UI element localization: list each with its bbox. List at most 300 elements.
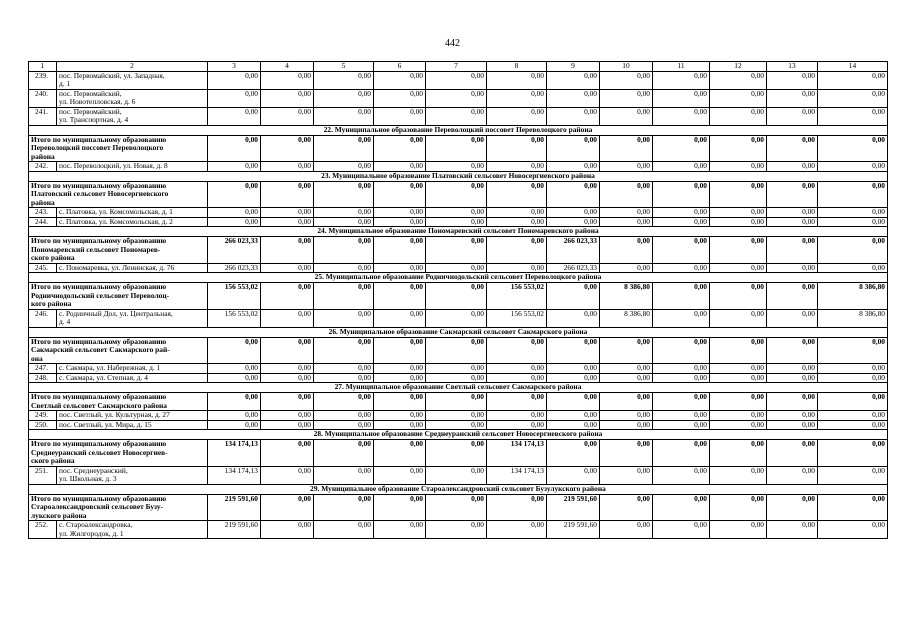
value-cell: 0,00 (653, 107, 710, 125)
value-cell: 219 591,60 (547, 521, 600, 539)
cell-line: пос. Первомайский, (59, 89, 122, 98)
value-cell: 0,00 (653, 208, 710, 218)
value-cell: 0,00 (261, 420, 314, 430)
value-cell: 0,00 (261, 237, 314, 264)
value-cell: 0,00 (653, 135, 710, 162)
address-cell (57, 411, 208, 421)
value-cell: 0,00 (547, 208, 600, 218)
value-cell: 0,00 (767, 411, 818, 421)
value-cell: 0,00 (374, 181, 426, 208)
value-cell: 0,00 (261, 521, 314, 539)
value-cell: 0,00 (600, 135, 653, 162)
cell-line: Платовский сельсовет Новосергиевского (31, 189, 169, 198)
value-cell: 0,00 (374, 135, 426, 162)
total-row (29, 494, 888, 521)
address-cell (57, 309, 208, 327)
value-cell: 0,00 (374, 217, 426, 227)
cell-line: Светлый сельсовет Сакмарского района (31, 400, 167, 410)
value-cell: 0,00 (653, 411, 710, 421)
section-heading: 27. Муниципальное образование Светлый сельсовет Сакмарского района (29, 383, 888, 393)
section-heading-row (29, 125, 888, 135)
value-cell: 156 553,02 (487, 309, 547, 327)
value-cell: 0,00 (426, 494, 487, 521)
value-cell: 0,00 (208, 162, 261, 172)
value-cell: 0,00 (261, 263, 314, 273)
value-cell: 0,00 (374, 393, 426, 411)
value-cell: 0,00 (653, 364, 710, 374)
value-cell: 219 591,60 (547, 494, 600, 521)
value-cell: 266 023,33 (208, 237, 261, 264)
row-number: 245. (29, 263, 57, 273)
value-cell: 0,00 (426, 162, 487, 172)
value-cell: 0,00 (426, 89, 487, 107)
value-cell: 0,00 (487, 393, 547, 411)
value-cell: 156 553,02 (487, 283, 547, 310)
total-label (29, 181, 208, 208)
value-cell: 0,00 (261, 337, 314, 364)
cell-line: Итого по муниципальному образованию (31, 181, 167, 190)
value-cell: 0,00 (600, 411, 653, 421)
value-cell: 0,00 (261, 411, 314, 421)
value-cell: 0,00 (261, 135, 314, 162)
column-number: 10 (600, 62, 653, 72)
value-cell: 0,00 (314, 373, 374, 383)
value-cell: 0,00 (818, 420, 888, 430)
column-number: 5 (314, 62, 374, 72)
cell-line: д. 4 (59, 317, 71, 326)
value-cell: 0,00 (314, 71, 374, 89)
value-cell: 0,00 (487, 521, 547, 539)
row-number: 240. (29, 89, 57, 107)
table-row (29, 217, 888, 227)
value-cell: 0,00 (710, 337, 767, 364)
table-row (29, 373, 888, 383)
value-cell: 0,00 (710, 107, 767, 125)
cell-line: Итого по муниципальному образованию (31, 135, 167, 144)
value-cell: 0,00 (261, 208, 314, 218)
address-cell (57, 420, 208, 430)
row-number: 243. (29, 208, 57, 218)
value-cell: 0,00 (818, 237, 888, 264)
cell-line: с. Платовка, ул. Комсомольская, д. 1 (59, 207, 173, 216)
value-cell: 0,00 (767, 364, 818, 374)
value-cell: 0,00 (314, 393, 374, 411)
row-number: 246. (29, 309, 57, 327)
value-cell: 0,00 (374, 107, 426, 125)
cell-line: ского района (31, 456, 75, 465)
value-cell: 0,00 (208, 208, 261, 218)
cell-line: кого района (31, 299, 72, 308)
value-cell: 0,00 (653, 309, 710, 327)
value-cell: 0,00 (374, 364, 426, 374)
table-row (29, 309, 888, 327)
value-cell: 0,00 (600, 373, 653, 383)
value-cell: 266 023,33 (547, 237, 600, 264)
cell-line: пос. Первомайский, (59, 107, 122, 116)
value-cell: 0,00 (767, 494, 818, 521)
value-cell: 0,00 (208, 107, 261, 125)
cell-line: с. Староалександровка, (59, 520, 133, 529)
value-cell: 0,00 (547, 107, 600, 125)
value-cell: 0,00 (374, 263, 426, 273)
value-cell: 0,00 (487, 420, 547, 430)
section-heading: 24. Муниципальное образование Пономаревский сельсовет Пономаревского района (29, 227, 888, 237)
value-cell: 0,00 (208, 393, 261, 411)
value-cell: 0,00 (547, 440, 600, 467)
cell-line: района (31, 197, 55, 207)
value-cell: 219 591,60 (208, 521, 261, 539)
section-heading-row (29, 430, 888, 440)
value-cell: 0,00 (374, 466, 426, 484)
value-cell: 0,00 (547, 337, 600, 364)
value-cell: 0,00 (426, 440, 487, 467)
value-cell: 0,00 (600, 107, 653, 125)
value-cell: 0,00 (314, 237, 374, 264)
value-cell: 0,00 (600, 263, 653, 273)
value-cell: 0,00 (818, 373, 888, 383)
value-cell: 0,00 (314, 364, 374, 374)
value-cell: 0,00 (547, 309, 600, 327)
value-cell: 8 386,80 (600, 309, 653, 327)
cell-line: с. Платовка, ул. Комсомольская, д. 2 (59, 217, 173, 226)
value-cell: 0,00 (653, 181, 710, 208)
value-cell: 0,00 (767, 521, 818, 539)
column-number: 4 (261, 62, 314, 72)
table-row (29, 89, 888, 107)
section-heading: 22. Муниципальное образование Переволоцкий поссовет Переволоцкого района (29, 125, 888, 135)
value-cell: 0,00 (547, 373, 600, 383)
total-label (29, 283, 208, 310)
value-cell: 0,00 (767, 237, 818, 264)
value-cell: 0,00 (426, 237, 487, 264)
table-body (29, 62, 888, 539)
address-cell (57, 162, 208, 172)
row-number: 244. (29, 217, 57, 227)
value-cell: 0,00 (710, 208, 767, 218)
value-cell: 0,00 (547, 217, 600, 227)
value-cell: 0,00 (818, 217, 888, 227)
value-cell: 0,00 (426, 393, 487, 411)
table-row (29, 420, 888, 430)
cell-line: с. Пономаревка, ул. Ленинская, д. 76 (59, 263, 175, 272)
value-cell: 0,00 (487, 107, 547, 125)
value-cell: 0,00 (314, 283, 374, 310)
value-cell: 0,00 (547, 393, 600, 411)
value-cell: 0,00 (426, 364, 487, 374)
value-cell: 0,00 (374, 237, 426, 264)
value-cell: 156 553,02 (208, 283, 261, 310)
value-cell: 0,00 (818, 263, 888, 273)
value-cell: 0,00 (547, 420, 600, 430)
value-cell: 0,00 (208, 373, 261, 383)
value-cell: 0,00 (314, 494, 374, 521)
value-cell: 0,00 (261, 309, 314, 327)
value-cell: 0,00 (261, 393, 314, 411)
value-cell: 8 386,80 (600, 283, 653, 310)
value-cell: 0,00 (600, 494, 653, 521)
value-cell: 0,00 (314, 181, 374, 208)
value-cell: 0,00 (710, 263, 767, 273)
value-cell: 0,00 (710, 364, 767, 374)
cell-line: она (31, 353, 43, 363)
value-cell: 219 591,60 (208, 494, 261, 521)
value-cell: 0,00 (314, 420, 374, 430)
value-cell: 0,00 (600, 466, 653, 484)
value-cell: 0,00 (487, 181, 547, 208)
address-cell (57, 107, 208, 125)
value-cell: 0,00 (487, 373, 547, 383)
address-cell (57, 208, 208, 218)
value-cell: 0,00 (208, 364, 261, 374)
value-cell: 0,00 (208, 89, 261, 107)
value-cell: 0,00 (600, 521, 653, 539)
column-number: 3 (208, 62, 261, 72)
total-row (29, 393, 888, 411)
value-cell: 0,00 (547, 89, 600, 107)
value-cell: 0,00 (710, 521, 767, 539)
row-number: 252. (29, 521, 57, 539)
value-cell: 0,00 (653, 263, 710, 273)
value-cell: 0,00 (261, 181, 314, 208)
value-cell: 0,00 (487, 337, 547, 364)
value-cell: 0,00 (710, 181, 767, 208)
cell-line: ул. Транспортная, д. 4 (59, 115, 129, 124)
value-cell: 0,00 (767, 337, 818, 364)
cell-line: района (31, 151, 55, 161)
cell-line: Итого по муниципальному образованию (31, 494, 167, 503)
value-cell: 0,00 (487, 71, 547, 89)
page-number: 442 (445, 38, 460, 49)
cell-line: Переволоцкий поссовет Переволоцкого (31, 143, 164, 152)
value-cell: 0,00 (426, 466, 487, 484)
value-cell: 0,00 (653, 440, 710, 467)
value-cell: 0,00 (374, 309, 426, 327)
value-cell: 0,00 (767, 373, 818, 383)
value-cell: 0,00 (374, 440, 426, 467)
section-heading: 28. Муниципальное образование Среднеуранский сельсовет Новосергиевского района (29, 430, 888, 440)
value-cell: 0,00 (426, 107, 487, 125)
value-cell: 0,00 (374, 208, 426, 218)
value-cell: 0,00 (314, 162, 374, 172)
value-cell: 0,00 (710, 466, 767, 484)
value-cell: 0,00 (487, 162, 547, 172)
table-row (29, 364, 888, 374)
value-cell: 0,00 (208, 337, 261, 364)
value-cell: 0,00 (426, 373, 487, 383)
value-cell: 0,00 (208, 411, 261, 421)
value-cell: 0,00 (487, 411, 547, 421)
column-number: 12 (710, 62, 767, 72)
value-cell: 0,00 (374, 337, 426, 364)
value-cell: 0,00 (426, 263, 487, 273)
value-cell: 0,00 (767, 217, 818, 227)
value-cell: 0,00 (374, 521, 426, 539)
value-cell: 0,00 (314, 107, 374, 125)
address-cell (57, 217, 208, 227)
total-label (29, 135, 208, 162)
value-cell: 0,00 (314, 217, 374, 227)
column-number: 2 (57, 62, 208, 72)
value-cell: 0,00 (818, 107, 888, 125)
value-cell: 0,00 (487, 494, 547, 521)
value-cell: 0,00 (710, 89, 767, 107)
cell-line: лукского района (31, 510, 87, 520)
section-heading-row (29, 273, 888, 283)
section-heading-row (29, 484, 888, 494)
value-cell: 0,00 (600, 71, 653, 89)
row-number: 248. (29, 373, 57, 383)
value-cell: 0,00 (600, 440, 653, 467)
value-cell: 0,00 (547, 283, 600, 310)
value-cell: 0,00 (208, 420, 261, 430)
value-cell: 0,00 (426, 208, 487, 218)
address-cell (57, 521, 208, 539)
row-number: 241. (29, 107, 57, 125)
value-cell: 0,00 (710, 309, 767, 327)
value-cell: 0,00 (767, 466, 818, 484)
value-cell: 156 553,02 (208, 309, 261, 327)
value-cell: 0,00 (767, 440, 818, 467)
cell-line: Итого по муниципальному образованию (31, 439, 167, 448)
table-row (29, 162, 888, 172)
value-cell: 0,00 (314, 521, 374, 539)
value-cell: 0,00 (653, 373, 710, 383)
value-cell: 0,00 (767, 263, 818, 273)
value-cell: 134 174,13 (208, 440, 261, 467)
value-cell: 0,00 (547, 411, 600, 421)
cell-line: Пономаревский сельсовет Пономарев- (31, 244, 161, 254)
value-cell: 0,00 (261, 217, 314, 227)
value-cell: 0,00 (710, 420, 767, 430)
value-cell: 0,00 (818, 162, 888, 172)
value-cell: 0,00 (487, 364, 547, 374)
value-cell: 0,00 (261, 283, 314, 310)
value-cell: 0,00 (261, 71, 314, 89)
address-cell (57, 89, 208, 107)
value-cell: 0,00 (710, 393, 767, 411)
value-cell: 0,00 (710, 440, 767, 467)
value-cell: 0,00 (600, 217, 653, 227)
value-cell: 0,00 (710, 162, 767, 172)
table-row (29, 107, 888, 125)
value-cell: 0,00 (208, 71, 261, 89)
column-number: 11 (653, 62, 710, 72)
section-heading-row (29, 327, 888, 337)
table-row (29, 521, 888, 539)
column-number-row (29, 62, 888, 72)
cell-line: ул. Школьная, д. 3 (59, 474, 117, 483)
value-cell: 0,00 (374, 373, 426, 383)
cell-line: пос. Переволоцкий, ул. Новая, д. 8 (59, 161, 168, 170)
value-cell: 0,00 (374, 89, 426, 107)
row-number: 249. (29, 411, 57, 421)
data-table (28, 61, 888, 539)
total-label (29, 494, 208, 521)
address-cell (57, 466, 208, 484)
value-cell: 0,00 (314, 309, 374, 327)
value-cell: 0,00 (426, 283, 487, 310)
column-number: 7 (426, 62, 487, 72)
cell-line: Сакмарский сельсовет Сакмарского рай- (31, 345, 170, 354)
cell-line: Итого по муниципальному образованию (31, 282, 167, 291)
column-number: 8 (487, 62, 547, 72)
value-cell: 0,00 (767, 420, 818, 430)
value-cell: 0,00 (426, 521, 487, 539)
value-cell: 0,00 (314, 466, 374, 484)
value-cell: 0,00 (818, 135, 888, 162)
cell-line: Среднеуранский сельсовет Новосергиев- (31, 447, 168, 457)
value-cell: 8 386,80 (818, 309, 888, 327)
value-cell: 0,00 (547, 364, 600, 374)
value-cell: 0,00 (547, 162, 600, 172)
total-label (29, 440, 208, 467)
value-cell: 0,00 (710, 237, 767, 264)
value-cell: 266 023,33 (547, 263, 600, 273)
table-row (29, 411, 888, 421)
value-cell: 0,00 (818, 521, 888, 539)
value-cell: 0,00 (314, 89, 374, 107)
value-cell: 0,00 (600, 162, 653, 172)
value-cell: 0,00 (314, 263, 374, 273)
value-cell: 0,00 (426, 181, 487, 208)
value-cell: 0,00 (818, 364, 888, 374)
cell-line: Итого по муниципальному образованию (31, 236, 167, 245)
value-cell: 0,00 (374, 71, 426, 89)
value-cell: 0,00 (314, 135, 374, 162)
value-cell: 0,00 (374, 494, 426, 521)
value-cell: 0,00 (261, 89, 314, 107)
value-cell: 0,00 (374, 420, 426, 430)
value-cell: 0,00 (653, 89, 710, 107)
value-cell: 0,00 (767, 181, 818, 208)
row-number: 251. (29, 466, 57, 484)
row-number: 242. (29, 162, 57, 172)
address-cell (57, 373, 208, 383)
value-cell: 0,00 (600, 420, 653, 430)
section-heading: 29. Муниципальное образование Староалександровский сельсовет Бузулукского района (29, 484, 888, 494)
section-heading: 23. Муниципальное образование Платовский сельсовет Новосергиевского района (29, 171, 888, 181)
column-number: 6 (374, 62, 426, 72)
value-cell: 0,00 (487, 208, 547, 218)
cell-line: с. Родничный Дол, ул. Центральная, (59, 309, 173, 318)
value-cell: 0,00 (818, 440, 888, 467)
value-cell: 0,00 (710, 71, 767, 89)
total-row (29, 337, 888, 364)
total-row (29, 440, 888, 467)
value-cell: 0,00 (426, 71, 487, 89)
value-cell: 0,00 (600, 181, 653, 208)
value-cell: 0,00 (653, 494, 710, 521)
value-cell: 0,00 (547, 181, 600, 208)
value-cell: 8 386,80 (818, 283, 888, 310)
value-cell: 0,00 (547, 71, 600, 89)
value-cell: 0,00 (653, 283, 710, 310)
value-cell: 0,00 (653, 162, 710, 172)
value-cell: 0,00 (653, 71, 710, 89)
cell-line: ского района (31, 253, 75, 262)
value-cell: 0,00 (710, 373, 767, 383)
value-cell: 0,00 (767, 71, 818, 89)
column-number: 13 (767, 62, 818, 72)
value-cell: 0,00 (818, 89, 888, 107)
value-cell: 0,00 (261, 494, 314, 521)
cell-line: Итого по муниципальному образованию (31, 392, 167, 401)
value-cell: 0,00 (261, 107, 314, 125)
value-cell: 0,00 (818, 71, 888, 89)
value-cell: 0,00 (767, 283, 818, 310)
cell-line: Итого по муниципальному образованию (31, 337, 167, 346)
value-cell: 0,00 (374, 411, 426, 421)
